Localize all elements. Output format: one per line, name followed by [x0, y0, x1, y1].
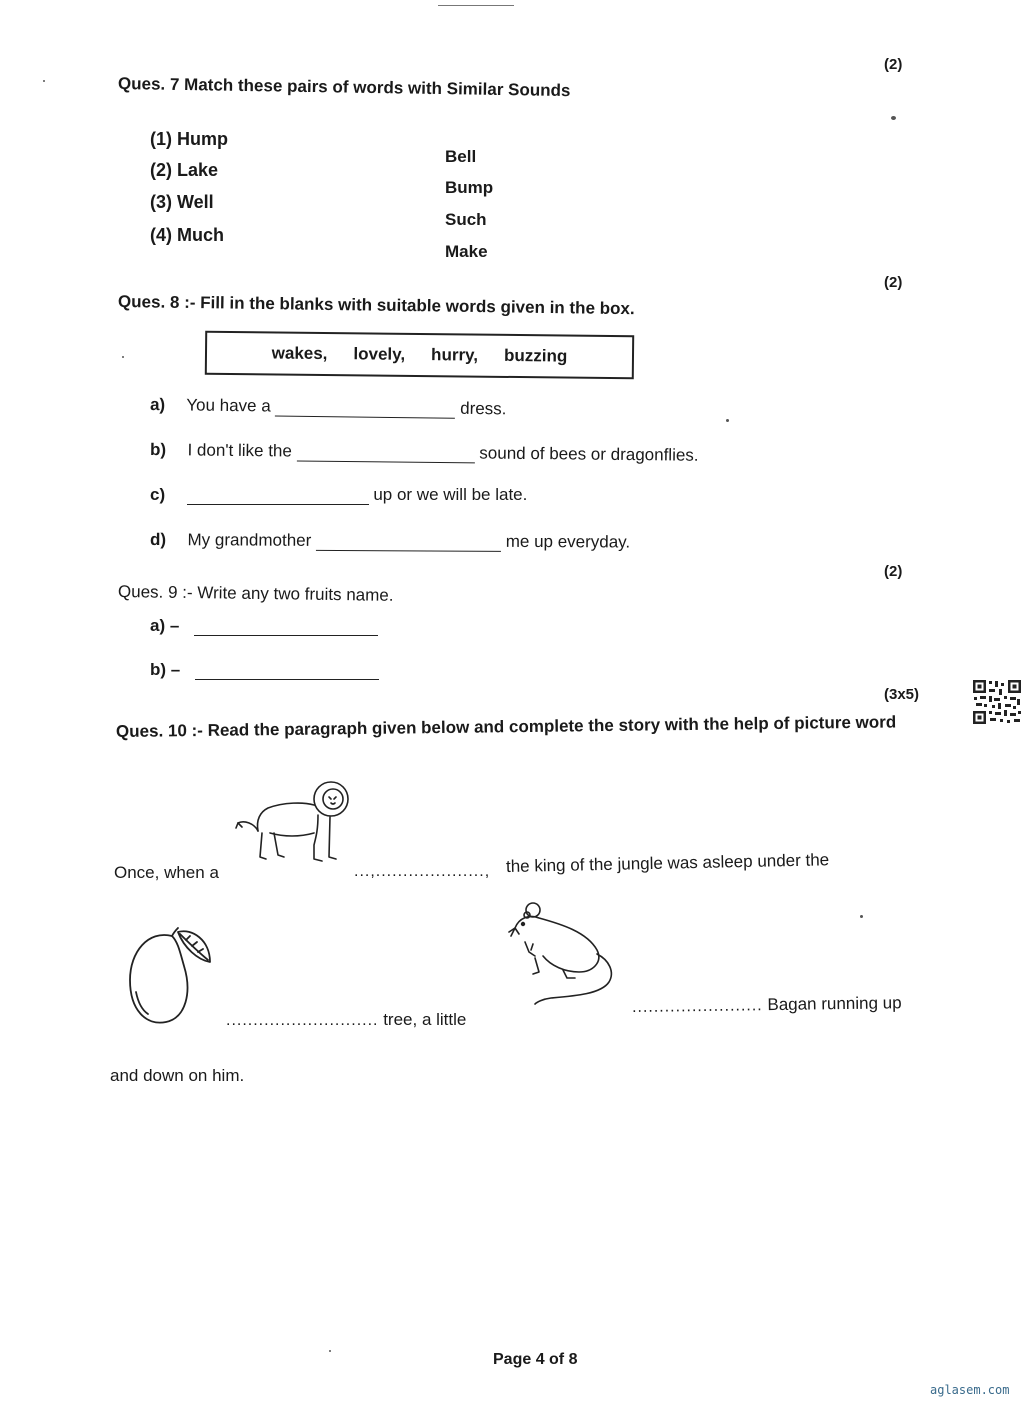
scan-speck	[43, 80, 45, 82]
q9-item-b	[150, 660, 379, 680]
q10-line-2b	[632, 993, 902, 1017]
q9-title: Ques. 9 :- Write any two fruits name.	[117, 582, 394, 605]
q10-title: Ques. 10 :- Read the paragraph given below and complete the story with the help of picture word	[115, 712, 897, 741]
box-word: wakes,	[271, 343, 328, 364]
scan-speck	[891, 116, 896, 120]
q8-item-a	[150, 395, 507, 419]
story-text: the king of the jungle was asleep under the	[505, 850, 830, 876]
q8-item-d	[150, 530, 630, 553]
item-label: d)	[149, 530, 167, 550]
scan-line	[438, 5, 514, 6]
sentence-text: dress.	[460, 398, 507, 419]
answer-dots[interactable]: ............................	[226, 1012, 379, 1029]
answer-blank[interactable]	[194, 634, 378, 636]
sentence-text: My grandmother	[187, 530, 312, 550]
site-watermark: aglasem.com	[930, 1383, 1010, 1397]
answer-blank[interactable]	[195, 678, 379, 680]
sentence-text: me up everyday.	[505, 531, 631, 552]
sentence-text: up or we will be late.	[373, 485, 528, 504]
q10-line-3: and down on him.	[110, 1066, 245, 1085]
q7-left-item: (2) Lake	[150, 160, 219, 180]
box-word: hurry,	[431, 345, 479, 365]
q7-title: Ques. 7 Match these pairs of words with Similar Sounds	[117, 74, 571, 101]
q7-left-item: (4) Much	[150, 225, 224, 245]
box-word: lovely,	[353, 344, 406, 364]
answer-blank[interactable]	[316, 549, 501, 552]
rat-icon	[505, 898, 620, 1008]
q7-right-item: Such	[445, 210, 487, 229]
q8-title: Ques. 8 :- Fill in the blanks with suitable words given in the box.	[117, 292, 635, 319]
q7-right-item: Bell	[445, 147, 477, 166]
sentence-text: sound of bees or dragonflies.	[479, 443, 699, 465]
scan-speck	[726, 419, 729, 422]
page-number: Page 4 of 8	[493, 1351, 578, 1368]
answer-dots[interactable]: ........................	[631, 997, 763, 1016]
scan-speck	[329, 1350, 331, 1352]
item-label: a)	[149, 395, 166, 415]
item-label: a) –	[150, 616, 180, 635]
q7-left-item: (3) Well	[150, 192, 214, 212]
item-label: b)	[149, 440, 167, 460]
item-label: b) –	[150, 660, 181, 679]
sentence-text: I don't like the	[187, 440, 292, 461]
q9-marks: (2)	[884, 563, 903, 580]
box-word: buzzing	[503, 345, 568, 366]
lion-icon	[234, 775, 354, 870]
q10-line-2	[226, 1010, 466, 1030]
q7-right-item: Make	[445, 242, 488, 261]
q7-left-item: (1) Hump	[150, 129, 228, 149]
mango-icon	[122, 922, 218, 1030]
answer-blank[interactable]	[297, 460, 475, 464]
qr-code-icon[interactable]	[972, 679, 1022, 725]
q10-line-1	[114, 850, 854, 883]
story-text: Bagan running up	[767, 993, 902, 1015]
answer-dots[interactable]: ...,....................,	[354, 863, 491, 880]
q7-right-item: Bump	[445, 178, 494, 197]
q8-item-b	[150, 440, 699, 466]
q7-marks: (2)	[884, 56, 903, 73]
answer-blank[interactable]	[187, 503, 369, 505]
word-box	[205, 331, 634, 379]
q8-marks: (2)	[884, 274, 903, 291]
scan-speck	[860, 915, 863, 918]
scan-speck	[122, 356, 124, 358]
q9-item-a	[150, 616, 378, 636]
story-text: Once, when a	[114, 863, 219, 882]
sentence-text: You have a	[186, 395, 271, 416]
q8-item-c	[150, 485, 527, 505]
item-label: c)	[150, 485, 166, 504]
answer-blank[interactable]	[275, 415, 455, 419]
q10-marks: (3x5)	[884, 686, 920, 703]
story-text: tree, a little	[383, 1010, 467, 1029]
